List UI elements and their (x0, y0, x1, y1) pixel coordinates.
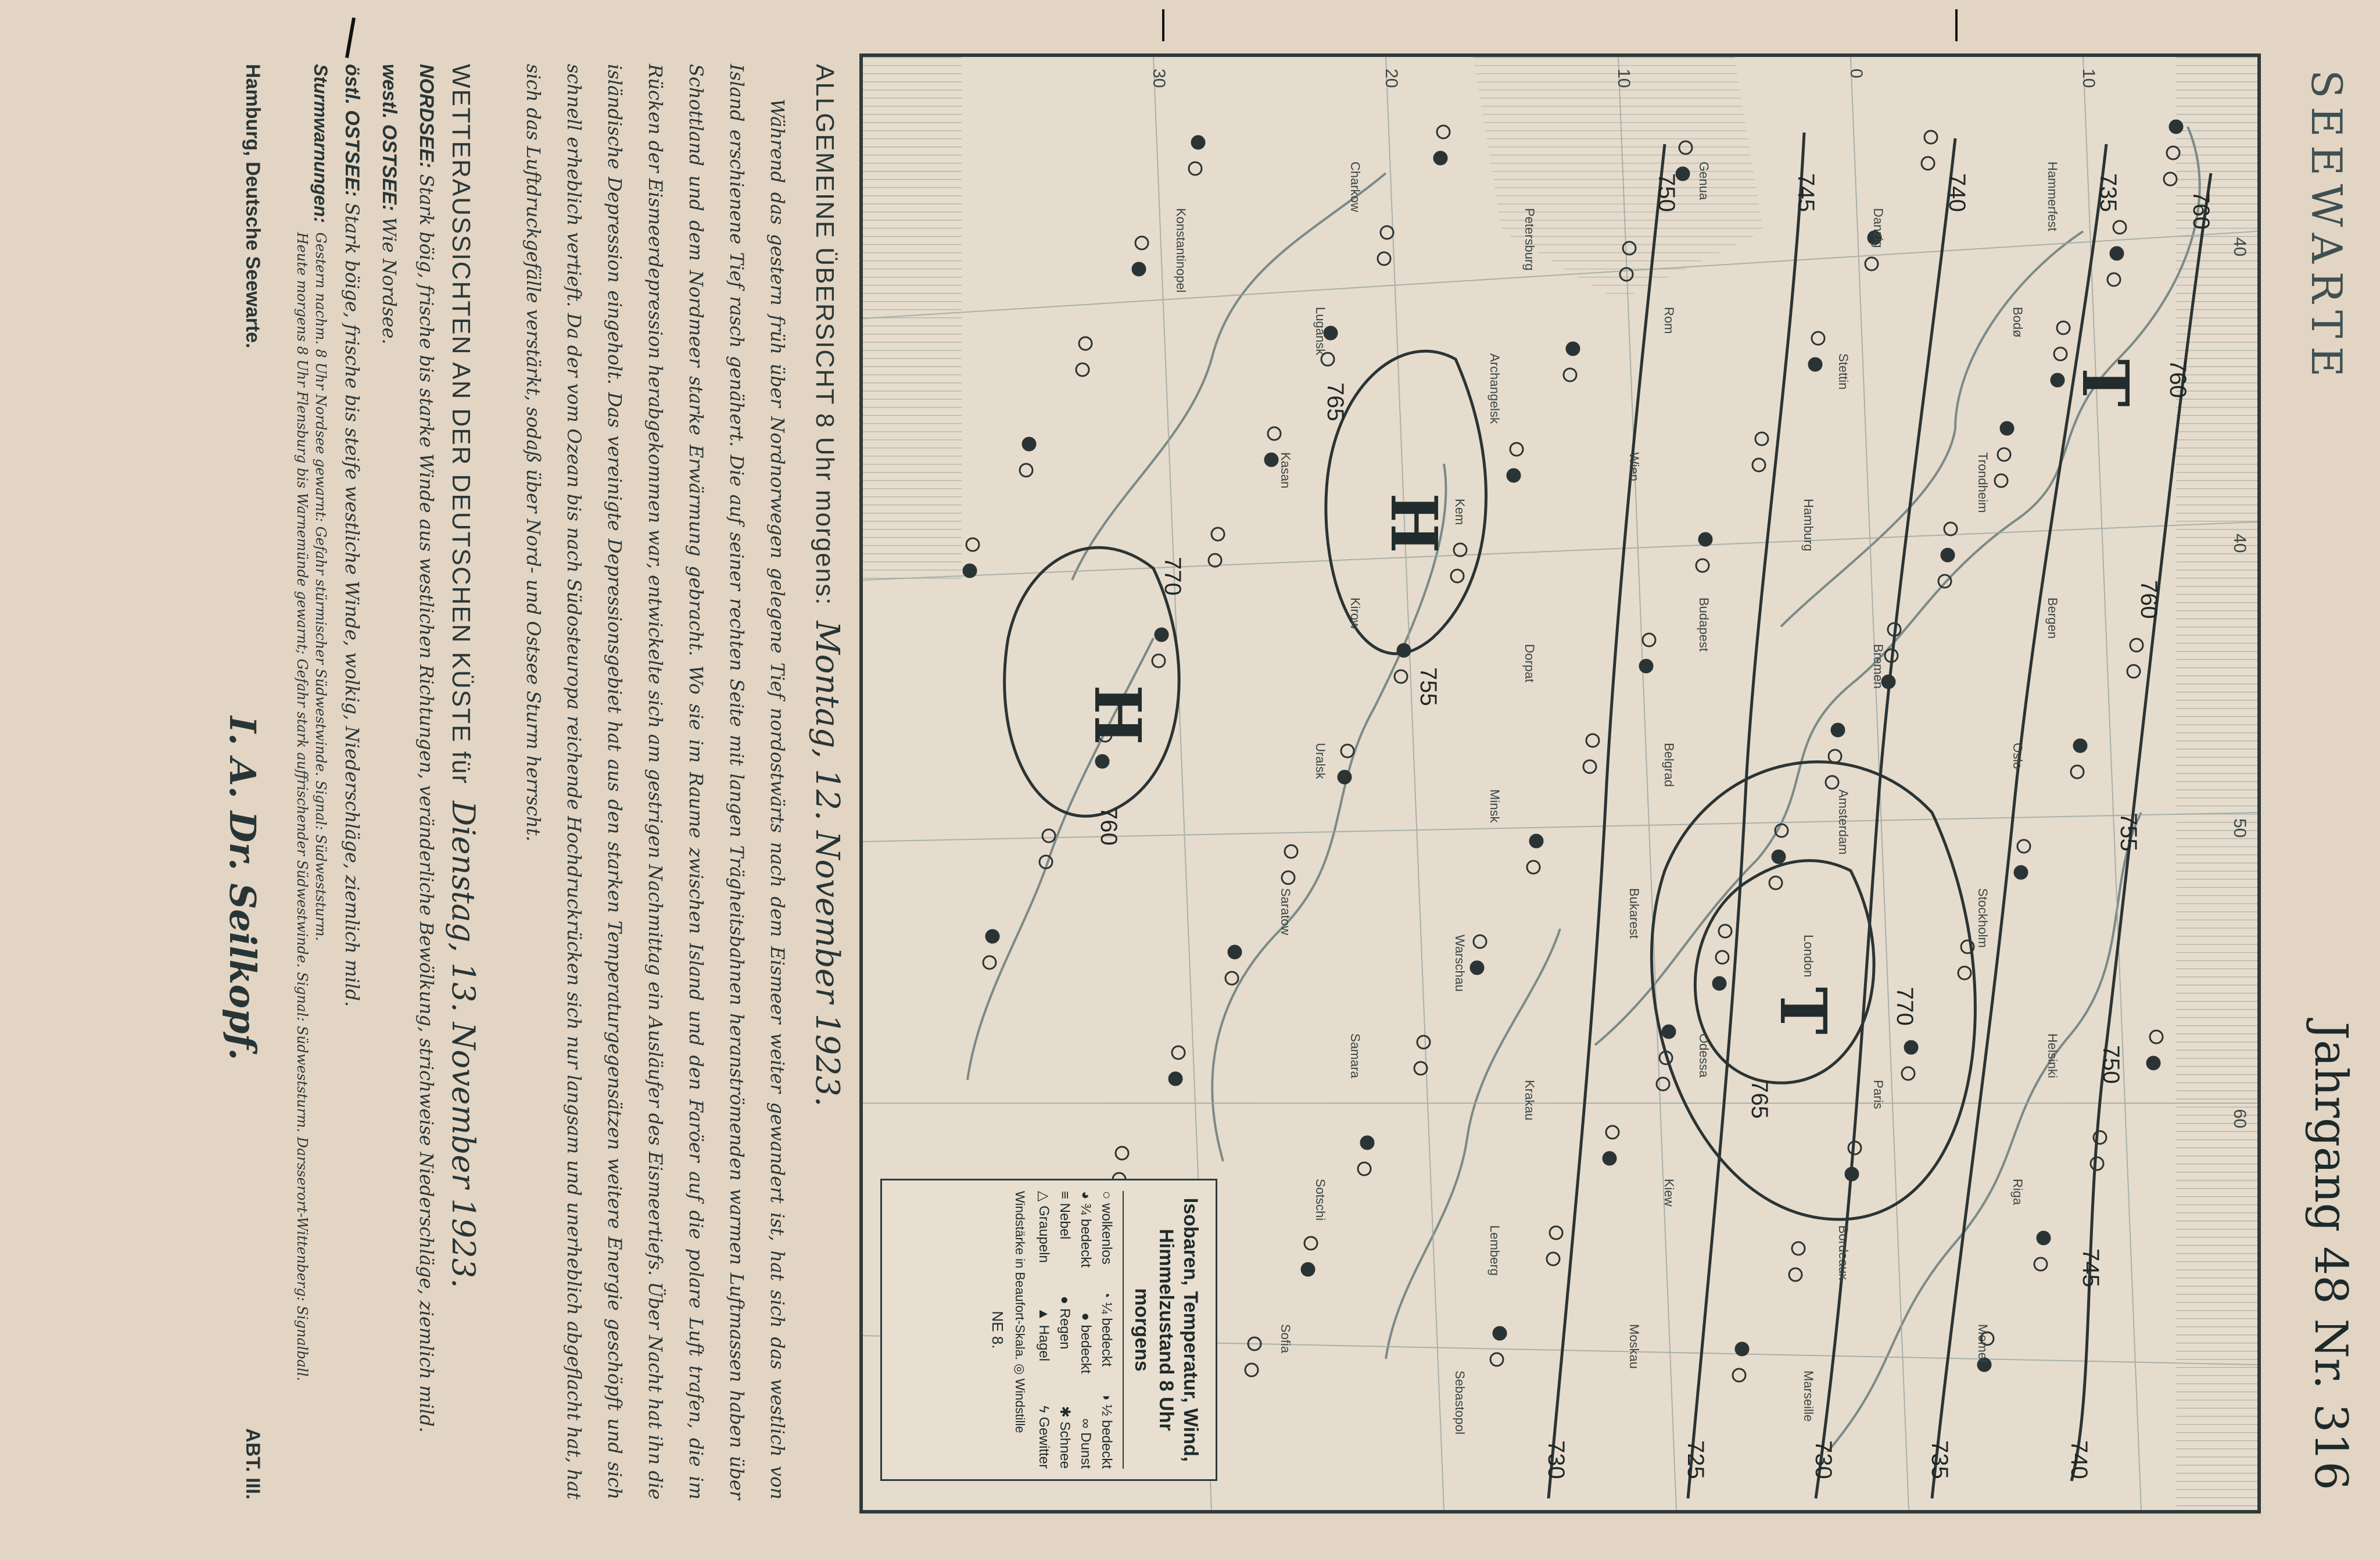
station-circle (1510, 443, 1523, 456)
legend-symbol: ● bedeckt (1078, 1312, 1094, 1374)
place-name: Samara (1348, 1033, 1363, 1079)
station-circle (1583, 760, 1596, 773)
station-circle (1437, 126, 1450, 138)
forecast-text: Wie Nordsee. (378, 217, 400, 345)
station-circle (1490, 1353, 1503, 1366)
place-names (1174, 162, 2060, 1434)
overview-body: Während das gestern früh über Nordnorwegen gelegene Tief nordostwärts nach dem Eismeer weiter gewandert ist, hat sich das westlich von Island erschienene Tief rasch genähert. Die auf seiner rechten Seite mit langen Trägheitsbahnen heranströmenden warmen Luftmassen haben über Schottland und dem Nordmeer starke Erwärmung gebracht. Wo sie im Raume zwischen Island und den Faröer auf die polare Luft trafen, die im Rücken der Eismeerdepression herabgekommen war, entwickelte sich am gestrigen Nachmittag ein Ausläufer des Eismeertiefs. Über Nacht hat ihn die isländische Depression eingeholt. Das vereinigte Depressionsgebiet hat aus den starken Temperaturgegensätzen weitere Energie geschöpft und sich schnell erheblich vertieft. Da der vom Ozean bis nach Südosteuropa reichende Hochdruckrücken sich nur langsam und unerheblich abgeflacht hat, hat sich das Luftdruckgefälle verstärkt, sodaß über Nord- und Ostsee Sturm herrscht. (522, 64, 788, 1500)
station-circle (2170, 120, 2182, 133)
legend-symbol: ◕ ¾ bedeckt (1078, 1191, 1094, 1268)
low-pressure-symbol: T (1766, 987, 1841, 1035)
graticule-label: 60 (2230, 1109, 2249, 1129)
place-name: Bukarest (1627, 888, 1641, 939)
isobar-value-label: 745 (2078, 1248, 2103, 1287)
place-name: Bremen (1871, 644, 1886, 689)
station-circle (1378, 252, 1390, 265)
graticule-label: 40 (2230, 534, 2249, 553)
place-name: Hammerfest (2045, 162, 2060, 231)
station-circle (1755, 432, 1768, 445)
station-circle (1905, 1041, 1917, 1054)
station-circle (1769, 876, 1782, 889)
place-name: Kiew (1662, 1179, 1676, 1207)
isobar-value-label: 725 (1683, 1440, 1708, 1479)
station-circle (1812, 332, 1825, 345)
place-name: London (1801, 935, 1816, 978)
legend-row (1033, 1191, 1054, 1469)
place-name: Sotschi (1313, 1179, 1328, 1221)
isobar-value-label: 770 (1892, 987, 1917, 1026)
isobar-value-label: 745 (1793, 173, 1819, 212)
station-circle (2147, 1057, 2160, 1069)
sea-area (2176, 57, 2257, 1510)
overview-heading: ALLGEMEINE ÜBERSICHT 8 Uhr morgens: (811, 64, 839, 606)
station-circle (2071, 765, 2084, 778)
legend-symbol: ✱ Schnee (1057, 1405, 1073, 1469)
place-name: Bordeaux (1836, 1225, 1851, 1280)
station-circle (1902, 1067, 1915, 1080)
station-circle (1189, 162, 1202, 175)
station-circle (1550, 1226, 1562, 1239)
isobar-value-label: 750 (1654, 173, 1679, 212)
legend-row (1075, 1191, 1096, 1469)
station-circle (1603, 1152, 1616, 1165)
place-name: Genua (1697, 162, 1711, 201)
station-circle (1414, 1062, 1427, 1075)
place-name: Hamburg (1801, 499, 1816, 552)
place-name: Archangelsk (1488, 353, 1502, 424)
legend-subtitle: Himmelzustand 8 Uhr morgens (1131, 1229, 1177, 1431)
station-circle (1341, 745, 1354, 757)
isobar-value-label: 770 (1160, 557, 1185, 596)
place-name: Saratow (1278, 888, 1293, 935)
station-circle (1640, 660, 1653, 672)
place-name: Stettin (1836, 353, 1851, 390)
graticule-label: 10 (1614, 69, 1633, 88)
isobar-value-label: 765 (1322, 382, 1348, 421)
station-circle (1564, 368, 1576, 381)
station-circle (1282, 871, 1295, 884)
station-circle (1020, 464, 1033, 477)
station-circle (1172, 1046, 1185, 1059)
brand-title: SEEWARTE (2302, 70, 2351, 385)
isobar-value-label: 730 (1543, 1440, 1569, 1479)
place-name: Moskau (1627, 1324, 1641, 1369)
isobar-value-label: 760 (2188, 191, 2214, 230)
station-circle (1713, 977, 1726, 990)
place-name: Amsterdam (1836, 789, 1851, 855)
station-circle (1474, 935, 1486, 948)
place-name: Wien (1627, 452, 1641, 482)
place-name: Memel (1976, 1324, 1990, 1363)
station-circle (1527, 861, 1540, 874)
station-circle (983, 956, 996, 969)
place-name: Dorpat (1522, 644, 1537, 683)
station-circle (1752, 459, 1765, 471)
legend-symbol: ≡ Nebel (1057, 1191, 1073, 1240)
overview-date: Montag, 12. November 1923. (808, 621, 846, 1107)
station-circle (1507, 469, 1520, 482)
forecast-oestl-ostsee (334, 64, 371, 1500)
signature: I. A. Dr. Seilkopf. (221, 716, 264, 1061)
station-circle (1192, 136, 1205, 149)
station-circle (1547, 1253, 1560, 1265)
isobar-value-label: 755 (2116, 813, 2141, 851)
place-name: Kem (1453, 499, 1467, 525)
station-circle (1079, 337, 1092, 350)
isobar-value-label: 740 (1944, 173, 1970, 212)
station-circle (1772, 850, 1785, 863)
place-name: Konstantinopel (1174, 208, 1188, 293)
place-name: Paris (1871, 1080, 1886, 1110)
station-circle (2113, 221, 2126, 234)
place-name: Warschau (1453, 935, 1467, 992)
legend-row (1054, 1191, 1075, 1469)
place-name: Lugansk (1313, 307, 1328, 356)
station-circle (2150, 1031, 2163, 1043)
legend-scale: Windstärke in Beaufort-Skala. ◎ Windstille (1013, 1191, 1027, 1433)
place-name: Rom (1662, 307, 1676, 334)
station-circle (1395, 670, 1407, 683)
place-name: Riga (2010, 1179, 2025, 1205)
station-circle (2001, 422, 2013, 435)
station-circle (1995, 474, 2008, 487)
place-name: Kirow (1348, 597, 1363, 630)
isobar-value-label: 735 (2095, 173, 2121, 212)
station-circle (1358, 1162, 1371, 1175)
station-circle (1381, 226, 1393, 239)
station-circle (1434, 152, 1447, 164)
graticule-label: 50 (2230, 818, 2249, 838)
forecast-text: Stark böige, frische bis steife westliche Winde, wolkig, Niederschläge, ziemlich mild. (341, 202, 363, 1007)
station-circle (2130, 639, 2143, 652)
station-circle (1076, 363, 1089, 376)
forecast-text: Stark böig, frische bis starke Winde aus westlichen Richtungen, veränderliche Bewölkung, strichweise Niederschläge, ziemlich mild. (415, 174, 438, 1433)
synoptic-map (859, 53, 2261, 1514)
storm-warnings (293, 64, 330, 1500)
station-circle (2051, 374, 2064, 387)
station-circle (1643, 634, 1655, 646)
isobar-value-label: 755 (1415, 667, 1441, 706)
station-circle (2057, 321, 2070, 334)
legend-symbol: ϟ Gewitter (1036, 1405, 1052, 1469)
isobar-labels (1096, 173, 2214, 1479)
station-circle (1493, 1327, 1506, 1340)
outlook-heading: WETTERAUSSICHTEN AN DER DEUTSCHEN KÜSTE für (447, 64, 475, 785)
place-name: Bergen (2045, 597, 2060, 639)
place-name: Lemberg (1488, 1225, 1502, 1276)
station-circle (1530, 835, 1543, 847)
forecast-label: NORDSEE: (415, 64, 438, 169)
place-name: Charkow (1348, 162, 1363, 212)
station-circle (2017, 840, 2030, 853)
isobar-value-label: 750 (2098, 1045, 2124, 1084)
issue-number: Jahrgang 48 Nr. 316 (2304, 1021, 2357, 1490)
station-circle (1211, 528, 1224, 541)
station-circle (1696, 559, 1709, 572)
station-circle (1245, 1364, 1258, 1376)
station-circle (1023, 438, 1035, 450)
station-circle (1096, 755, 1109, 768)
station-circle (2074, 739, 2087, 752)
forecast-westl-ostsee (371, 64, 408, 1500)
station-circle (963, 564, 976, 577)
legend-symbol: ∞ Dunst (1078, 1418, 1094, 1469)
station-circle (1944, 523, 1957, 535)
station-circle (1471, 961, 1483, 974)
station-circle (1865, 257, 1878, 270)
graticule-label: 20 (1382, 69, 1401, 88)
station-circle (2127, 665, 2140, 678)
station-circle (1285, 845, 1297, 858)
station-circle (1998, 448, 2010, 461)
station-circle (2015, 866, 2027, 879)
legend-symbol: ◑ ½ bedeckt (1099, 1392, 1114, 1469)
station-circle (1451, 570, 1464, 582)
station-circle (2034, 1258, 2047, 1271)
station-circle (1922, 157, 1934, 170)
storm-line: Heute morgens 8 Uhr Flensburg bis Warnemünde gewarnt; Gefahr stark auffrischender Südwestwinde. Signal: Südweststurm. Darsserort-Wittenberg: Signalball. (294, 232, 310, 1382)
station-circle (2054, 348, 2067, 360)
station-circle (1716, 951, 1729, 964)
isobar-value-label: 760 (2165, 359, 2191, 398)
station-circle (1958, 967, 1971, 979)
station-circle (2037, 1232, 2050, 1244)
station-circle (1606, 1126, 1619, 1139)
station-circle (1586, 734, 1599, 747)
station-circle (1736, 1343, 1748, 1355)
legend-example: NE 8. (989, 1311, 1006, 1349)
place-name: Sebastopol (1453, 1371, 1467, 1435)
publisher: Hamburg, Deutsche Seewarte. (242, 64, 264, 349)
forecast-label: westl. OSTSEE: (378, 64, 400, 212)
storm-label: Sturmwarnungen: (310, 64, 331, 223)
legend-symbol: ○ wolkenlos (1099, 1191, 1114, 1265)
graticule-label: 40 (2230, 237, 2249, 257)
map-legend (880, 1179, 1217, 1481)
station-circle (1454, 543, 1467, 556)
low-pressure-symbol: T (2068, 359, 2143, 407)
isobar-value-label: 740 (2066, 1440, 2092, 1479)
place-name: Bodø (2010, 307, 2025, 338)
place-name: Minsk (1488, 789, 1502, 823)
footer (221, 64, 264, 1500)
station-circle (2107, 273, 2120, 286)
station-circle (1941, 549, 1954, 561)
outlook-date: Dienstag, 13. November 1923. (445, 800, 482, 1289)
station-circle (1417, 1036, 1430, 1049)
legend-symbol: ● Regen (1057, 1296, 1073, 1350)
place-name: Belgrad (1662, 743, 1676, 787)
station-circle (1831, 724, 1844, 736)
station-circle (1699, 533, 1712, 546)
station-circle (1132, 263, 1145, 275)
place-name: Kasan (1278, 452, 1293, 489)
station-circle (1155, 628, 1168, 641)
isobar-value-label: 760 (2136, 580, 2162, 619)
place-name: Petersburg (1522, 208, 1537, 271)
legend-symbol: △ Graupeln (1036, 1191, 1052, 1263)
storm-line: Gestern nachm. 8 Uhr Nordsee gewarnt: Gefahr stürmischer Südwestwinde. Signal: Südweststurm. (313, 232, 329, 941)
high-pressure-symbol: H (1080, 685, 1155, 745)
station-circle (1567, 342, 1579, 355)
station-circle (1809, 358, 1822, 371)
graticule-label: 30 (1149, 69, 1169, 88)
station-circle (2164, 173, 2177, 185)
station-circle (1397, 644, 1410, 657)
station-circle (1733, 1369, 1745, 1382)
isobar-value-label: 735 (1927, 1440, 1952, 1479)
station-circle (1657, 1078, 1669, 1090)
legend-symbol: ◔ ¼ bedeckt (1099, 1290, 1114, 1367)
station-circle (1938, 575, 1951, 588)
forecast-nordsee (408, 64, 445, 1500)
place-name: Trondheim (1976, 452, 1990, 513)
isobar-value-label: 730 (1811, 1440, 1836, 1479)
graticule-label: 0 (1847, 69, 1866, 78)
station-circle (1169, 1072, 1182, 1085)
station-circle (1361, 1136, 1374, 1149)
station-circle (1792, 1242, 1805, 1255)
station-circle (1302, 1263, 1314, 1276)
station-circle (1924, 131, 1937, 144)
station-circle (1228, 946, 1241, 958)
place-name: Krakau (1522, 1080, 1537, 1121)
station-circle (1209, 554, 1221, 567)
report-text (15, 64, 846, 1500)
legend-symbol: ▲ Hagel (1036, 1307, 1052, 1362)
station-circle (1152, 654, 1165, 667)
station-circle (986, 930, 999, 943)
place-name: Helsinki (2045, 1033, 2060, 1079)
legend-title: Isobaren, Temperatur, Wind, (1180, 1197, 1202, 1462)
place-name: Odessa (1697, 1033, 1711, 1078)
station-circle (1304, 1237, 1317, 1250)
place-name: Sofia (1278, 1324, 1293, 1354)
station-circle (2110, 247, 2123, 260)
place-name: Budapest (1697, 597, 1711, 652)
isobar-value-label: 765 (1747, 1080, 1772, 1119)
station-circle (1265, 453, 1278, 466)
place-name: Stockholm (1976, 888, 1990, 948)
station-circle (2091, 1157, 2103, 1170)
station-circle (1845, 1168, 1858, 1180)
isobar-value-label: 760 (1096, 807, 1121, 846)
station-circle (1719, 925, 1732, 938)
station-circle (1789, 1268, 1802, 1281)
station-circle (1268, 427, 1281, 440)
place-name: Oslo (2010, 743, 2025, 770)
station-circle (1338, 771, 1351, 783)
high-pressure-symbol: H (1377, 493, 1451, 553)
station-circle (1829, 750, 1841, 763)
station-circle (1225, 972, 1238, 985)
department: ABT. III. (242, 1428, 264, 1500)
station-circle (1042, 829, 1055, 842)
station-circle (966, 538, 979, 551)
sea-area (863, 57, 962, 580)
place-name: Danzig (1871, 208, 1886, 248)
station-circle (1135, 237, 1148, 249)
place-name: Marseille (1801, 1371, 1816, 1422)
legend-row (1096, 1191, 1117, 1469)
place-name: Uralsk (1313, 743, 1328, 779)
graticule-label: 10 (2079, 69, 2098, 88)
station-circle (1826, 776, 1838, 789)
forecast-label: östl. OSTSEE: (341, 64, 363, 197)
station-circle (1116, 1147, 1128, 1160)
station-circle (1662, 1025, 1675, 1038)
